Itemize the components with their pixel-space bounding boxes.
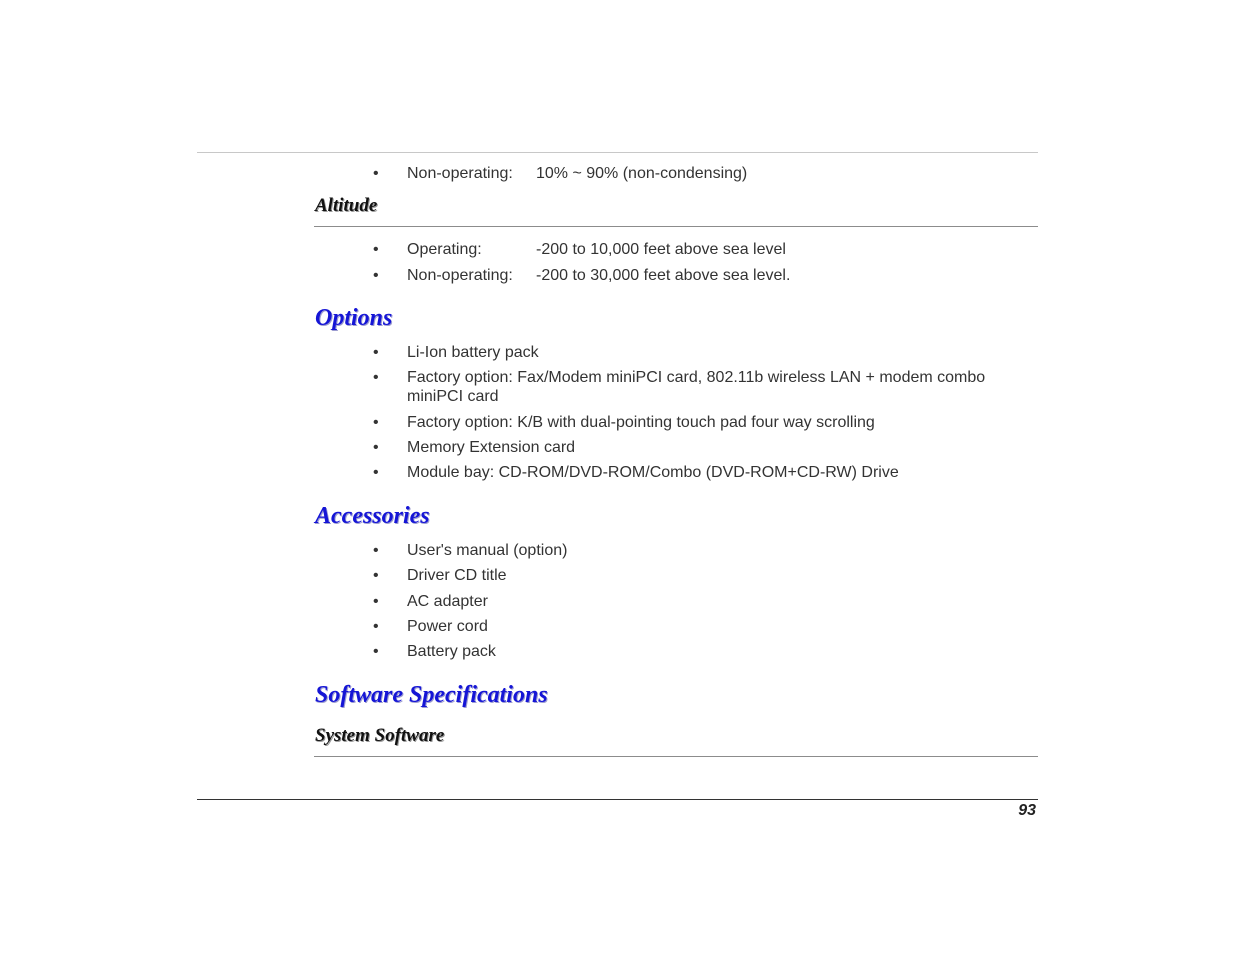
bullet: • xyxy=(373,542,379,559)
section-rule xyxy=(314,226,1038,227)
spec-label: Non-operating: xyxy=(407,165,513,182)
bullet: • xyxy=(373,643,379,660)
bullet: • xyxy=(373,618,379,635)
spec-value: -200 to 10,000 feet above sea level xyxy=(536,241,786,258)
bullet: • xyxy=(373,439,379,456)
list-item-text: Power cord xyxy=(407,618,488,635)
bullet: • xyxy=(373,369,379,386)
list-item-text: Memory Extension card xyxy=(407,439,576,456)
section-rule xyxy=(314,756,1038,757)
list-item-text: Driver CD title xyxy=(407,567,507,584)
list-item-text: Factory option: Fax/Modem miniPCI card, 802.11b wireless LAN + modem combo miniPCI card xyxy=(407,369,986,405)
header-rule xyxy=(197,152,1038,153)
list-item-text: User's manual (option) xyxy=(407,542,568,559)
page-number: 93 xyxy=(1018,802,1036,819)
bullet: • xyxy=(373,165,379,182)
system-software-heading: System Software xyxy=(315,725,445,746)
list-item-text: Module bay: CD-ROM/DVD-ROM/Combo (DVD-ROM+CD-RW) Drive xyxy=(407,464,899,481)
list-item-text: Li-Ion battery pack xyxy=(407,344,539,361)
software-specifications-heading: Software Specifications xyxy=(315,682,548,708)
altitude-heading: Altitude xyxy=(315,195,378,216)
list-item-text: Battery pack xyxy=(407,643,496,660)
bullet: • xyxy=(373,241,379,258)
options-heading: Options xyxy=(315,305,393,331)
bullet: • xyxy=(373,567,379,584)
bullet: • xyxy=(373,464,379,481)
list-item-text: AC adapter xyxy=(407,593,488,610)
bullet: • xyxy=(373,344,379,361)
spec-value: -200 to 30,000 feet above sea level. xyxy=(536,267,791,284)
accessories-heading: Accessories xyxy=(315,503,430,529)
spec-value: 10% ~ 90% (non-condensing) xyxy=(536,165,748,182)
bullet: • xyxy=(373,414,379,431)
footer-rule xyxy=(197,799,1038,800)
spec-label: Non-operating: xyxy=(407,267,513,284)
list-item-text: Factory option: K/B with dual-pointing touch pad four way scrolling xyxy=(407,414,875,431)
bullet: • xyxy=(373,267,379,284)
bullet: • xyxy=(373,593,379,610)
spec-label: Operating: xyxy=(407,241,482,258)
